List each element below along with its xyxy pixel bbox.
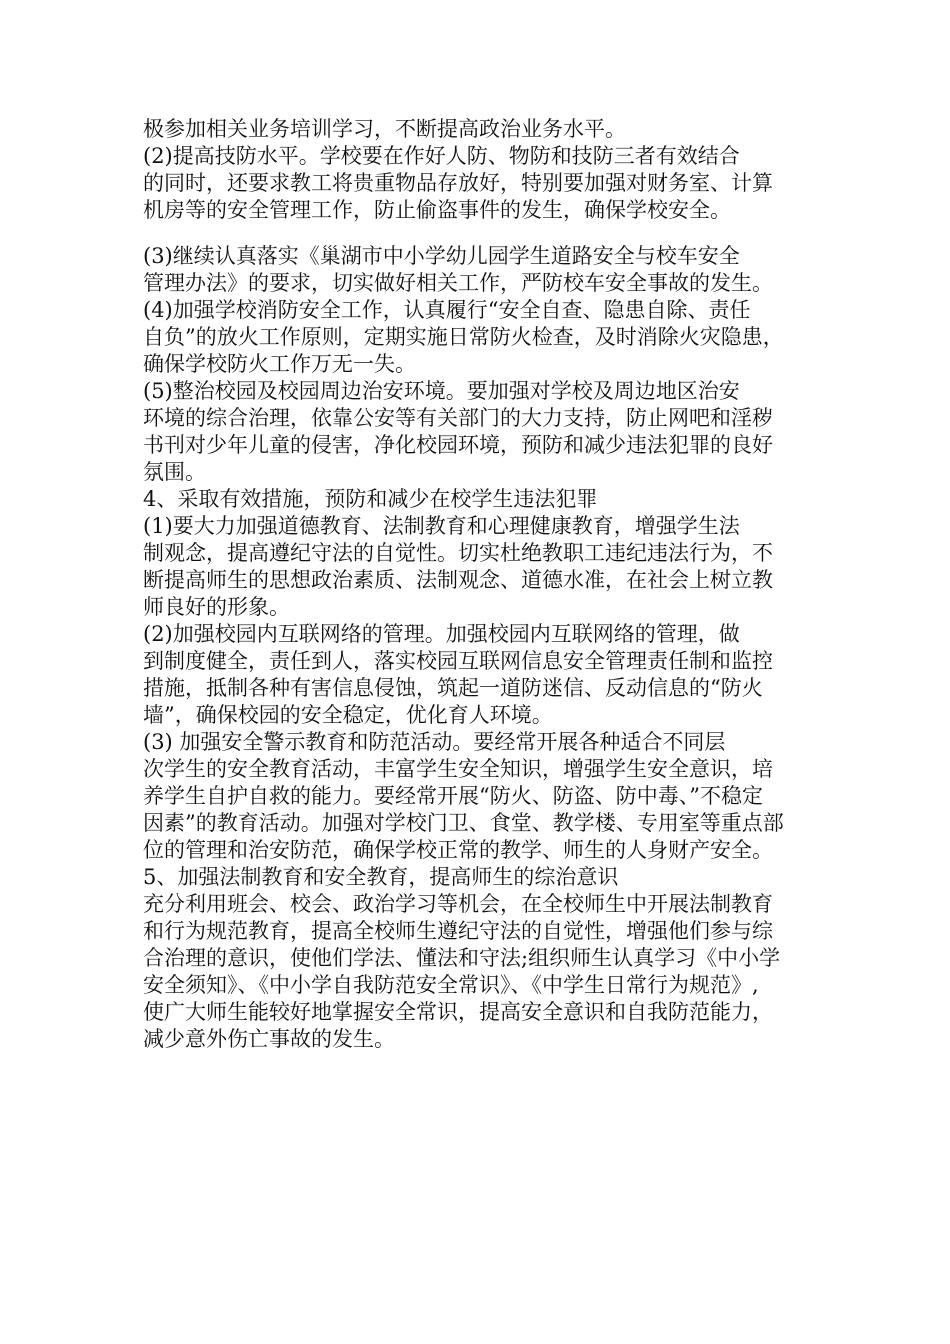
text-line: 安全须知》、《中小学自我防范安全常识》、《中学生日常行为规范》, [143, 973, 759, 997]
text-line: (2)加强校园内互联网络的管理。加强校园内互联网络的管理，做 [143, 622, 740, 646]
text-line: 书刊对少年儿童的侵害，净化校园环境，预防和减少违法犯罪的良好 [143, 433, 773, 457]
text-line: 的同时，还要求教工将贵重物品存放好，特别要加强对财务室、计算 [143, 171, 773, 195]
text-line: 措施，抵制各种有害信息侵蚀，筑起一道防迷信、反动信息的“防火 [143, 676, 763, 700]
text-line: 极参加相关业务培训学习，不断提高政治业务水平。 [143, 117, 626, 141]
text-line: 管理办法》的要求，切实做好相关工作，严防校车安全事故的发生。 [143, 271, 773, 295]
text-line: 师良好的形象。 [143, 595, 290, 619]
text-line: (3) 加强安全警示教育和防范活动。要经常开展各种适合不同层 [143, 730, 726, 754]
section-heading: 4、采取有效措施，预防和减少在校学生违法犯罪 [143, 487, 598, 511]
text-line: 位的管理和治安防范，确保学校正常的教学、师生的人身财产安全。 [143, 838, 773, 862]
text-line: 减少意外伤亡事故的发生。 [143, 1027, 395, 1051]
text-line: (1)要大力加强道德教育、法制教育和心理健康教育，增强学生法 [143, 514, 740, 538]
text-line: 和行为规范教育，提高全校师生遵纪守法的自觉性，增强他们参与综 [143, 919, 773, 943]
text-line: 环境的综合治理，依靠公安等有关部门的大力支持，防止网吧和淫秽 [143, 406, 773, 430]
text-line: 自负”的放火工作原则，定期实施日常防火检查，及时消除火灾隐患， [143, 325, 784, 349]
section-heading: 5、加强法制教育和安全教育，提高师生的综治意识 [143, 865, 619, 889]
text-line: (2)提高技防水平。学校要在作好人防、物防和技防三者有效结合 [143, 144, 740, 168]
text-line: 到制度健全，责任到人，落实校园互联网信息安全管理责任制和监控 [143, 649, 773, 673]
text-line: (5)整治校园及校园周边治安环境。要加强对学校及周边地区治安 [143, 379, 740, 403]
text-line: 因素”的教育活动。加强对学校门卫、食堂、教学楼、专用室等重点部 [143, 811, 784, 835]
text-line: (3)继续认真落实《巢湖市中小学幼儿园学生道路安全与校车安全 [143, 244, 740, 268]
text-line: 机房等的安全管理工作，防止偷盗事件的发生，确保学校安全。 [143, 198, 731, 222]
text-line: 充分利用班会、校会、政治学习等机会，在全校师生中开展法制教育 [143, 892, 773, 916]
text-line: 墙”，确保校园的安全稳定，优化育人环境。 [143, 703, 553, 727]
text-line: 合治理的意识，使他们学法、懂法和守法;组织师生认真学习《中小学 [143, 946, 781, 970]
text-line: 养学生自护自救的能力。要经常开展“防火、防盗、防中毒、”不稳定 [143, 784, 763, 808]
text-line: 使广大师生能较好地掌握安全常识，提高安全意识和自我防范能力， [143, 1000, 773, 1024]
blank-line [143, 224, 811, 243]
text-line: 断提高师生的思想政治素质、法制观念、道德水准，在社会上树立教 [143, 568, 773, 592]
text-line: 制观念，提高遵纪守法的自觉性。切实杜绝教职工违纪违法行为，不 [143, 541, 773, 565]
text-line: 氛围。 [143, 460, 206, 484]
text-line: 次学生的安全教育活动，丰富学生安全知识，增强学生安全意识，培 [143, 757, 773, 781]
document-body [143, 116, 811, 1053]
text-line: 确保学校防火工作万无一失。 [143, 352, 416, 376]
text-line: (4)加强学校消防安全工作，认真履行“安全自查、隐患自除、责任 [143, 298, 751, 322]
